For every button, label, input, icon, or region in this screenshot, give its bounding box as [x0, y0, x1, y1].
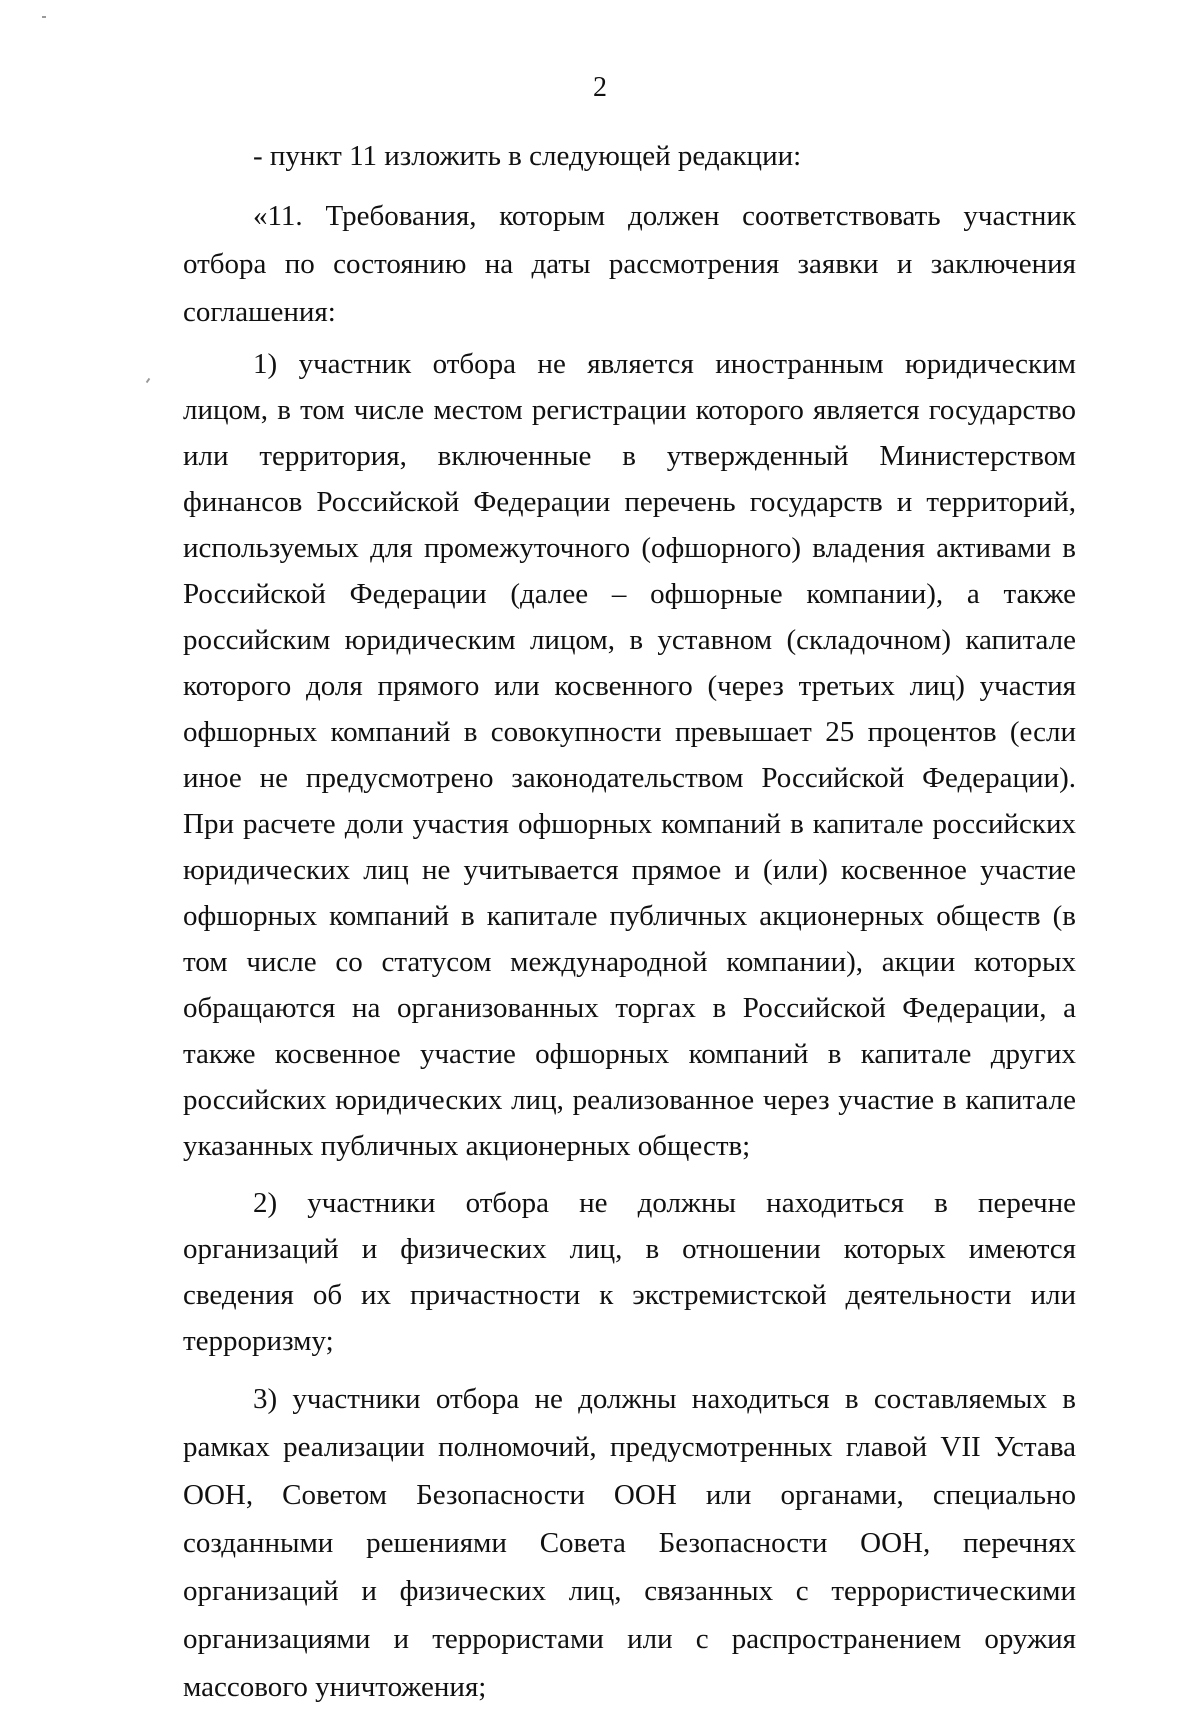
paragraph-item-11: «11. Требования, которым должен соответствовать участник отбора по состоянию на даты рассмотрения заявки и заключения соглашения: [183, 200, 1076, 328]
document-body [183, 128, 1076, 1711]
paragraph-item-3: 3) участники отбора не должны находиться в составляемых в рамках реализации полномочий, предусмотренных главой VII Устава ООН, Советом Безопасности ООН или органами, специально созданными решениями Совета Безопасности ООН, перечнях организаций и физических лиц, связанных с террористическими организациями и террористами или с распространением оружия массового уничтожения; [183, 1383, 1076, 1703]
paragraph-intro: - пункт 11 изложить в следующей редакции: [253, 140, 802, 172]
page-number: 2 [593, 72, 607, 103]
scan-speck [146, 378, 151, 383]
paragraph-item-1: 1) участник отбора не является иностранным юридическим лицом, в том числе местом регистрации которого является государство или территория, включенные в утвержденный Министерством финансов Российской Федерации перечень государств и территорий, используемых для промежуточного (офшорного) владения активами в Российской Федерации (далее – офшорные компании), а также российским юридическим лицом, в уставном (складочном) капитале которого доля прямого или косвенного (через третьих лиц) участия офшорных компаний в совокупности превышает 25 процентов (если иное не предусмотрено законодательством Российской Федерации). При расчете доли участия офшорных компаний в капитале российских юридических лиц не учитывается прямое и (или) косвенное участие офшорных компаний в капитале публичных акционерных обществ (в том числе со статусом международной компании), акции которых обращаются на организованных торгах в Российской Федерации, а также косвенное участие офшорных компаний в капитале других российских юридических лиц, реализованное через участие в капитале указанных публичных акционерных обществ; [183, 348, 1076, 1162]
paragraph-item-2: 2) участники отбора не должны находиться в перечне организаций и физических лиц, в отношении которых имеются сведения об их причастности к экстремистской деятельности или терроризму; [183, 1187, 1076, 1357]
scan-speck [42, 16, 46, 18]
